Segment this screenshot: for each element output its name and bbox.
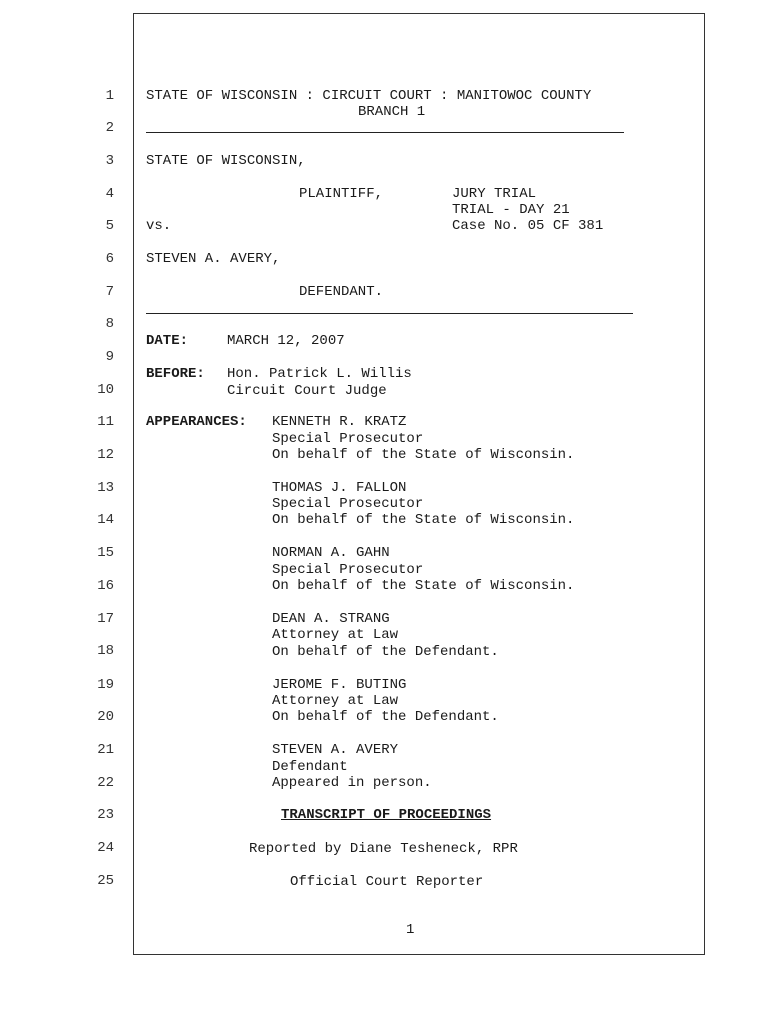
line-number: 10 [97, 382, 114, 398]
appearance-name: KENNETH R. KRATZ [272, 414, 407, 430]
appearance-behalf: Appeared in person. [272, 775, 432, 791]
appearance-role: Attorney at Law [272, 627, 399, 643]
appearance-behalf: On behalf of the State of Wisconsin. [272, 578, 575, 594]
appearance-name: NORMAN A. GAHN [272, 545, 390, 561]
line-number: 18 [97, 643, 114, 659]
line-number: 14 [97, 512, 114, 528]
appearance-behalf: On behalf of the State of Wisconsin. [272, 512, 575, 528]
line-number: 22 [97, 775, 114, 791]
trial-type: JURY TRIAL [452, 186, 537, 202]
defendant-label: DEFENDANT. [299, 284, 384, 300]
judge-title: Circuit Court Judge [227, 383, 387, 399]
line-number: 16 [97, 578, 114, 594]
trial-day: TRIAL - DAY 21 [452, 202, 570, 218]
line-number: 17 [97, 611, 114, 627]
line-number: 12 [97, 447, 114, 463]
caption-divider-top [146, 132, 624, 133]
date-value: MARCH 12, 2007 [227, 333, 345, 349]
line-number: 13 [97, 480, 114, 496]
line-number: 15 [97, 545, 114, 561]
appearance-name: JEROME F. BUTING [272, 677, 407, 693]
line-number: 6 [105, 251, 114, 267]
judge-name: Hon. Patrick L. Willis [227, 366, 412, 382]
appearance-behalf: On behalf of the State of Wisconsin. [272, 447, 575, 463]
appearance-behalf: On behalf of the Defendant. [272, 709, 499, 725]
defendant-name: STEVEN A. AVERY, [146, 251, 281, 267]
line-number: 3 [105, 153, 114, 169]
reporter-title: Official Court Reporter [290, 874, 484, 890]
versus: vs. [146, 218, 172, 234]
line-number: 24 [97, 840, 114, 856]
line-number: 9 [105, 349, 114, 365]
line-number: 20 [97, 709, 114, 725]
line-number: 4 [105, 186, 114, 202]
appearance-role: Special Prosecutor [272, 496, 424, 512]
line-number: 21 [97, 742, 114, 758]
caption-divider-bottom [146, 313, 633, 314]
appearances-label: APPEARANCES: [146, 414, 247, 430]
appearance-name: DEAN A. STRANG [272, 611, 390, 627]
transcript-title: TRANSCRIPT OF PROCEEDINGS [281, 807, 492, 823]
court-branch: BRANCH 1 [358, 104, 426, 120]
line-number: 2 [105, 120, 114, 136]
line-number: 8 [105, 316, 114, 332]
court-header: STATE OF WISCONSIN : CIRCUIT COURT : MANITOWOC COUNTY [146, 88, 592, 104]
line-number: 7 [105, 284, 114, 300]
appearance-name: THOMAS J. FALLON [272, 480, 407, 496]
page-number: 1 [406, 922, 415, 938]
plaintiff-name: STATE OF WISCONSIN, [146, 153, 306, 169]
line-number: 23 [97, 807, 114, 823]
appearance-role: Special Prosecutor [272, 431, 424, 447]
date-label: DATE: [146, 333, 189, 349]
line-number: 25 [97, 873, 114, 889]
appearance-name: STEVEN A. AVERY [272, 742, 399, 758]
appearance-role: Defendant [272, 759, 348, 775]
appearance-role: Special Prosecutor [272, 562, 424, 578]
case-number: Case No. 05 CF 381 [452, 218, 604, 234]
before-label: BEFORE: [146, 366, 205, 382]
line-number: 1 [105, 88, 114, 104]
appearance-role: Attorney at Law [272, 693, 399, 709]
reported-by: Reported by Diane Tesheneck, RPR [249, 841, 518, 857]
line-number: 5 [105, 218, 114, 234]
plaintiff-label: PLAINTIFF, [299, 186, 384, 202]
line-number: 19 [97, 677, 114, 693]
appearance-behalf: On behalf of the Defendant. [272, 644, 499, 660]
line-number: 11 [97, 414, 114, 430]
